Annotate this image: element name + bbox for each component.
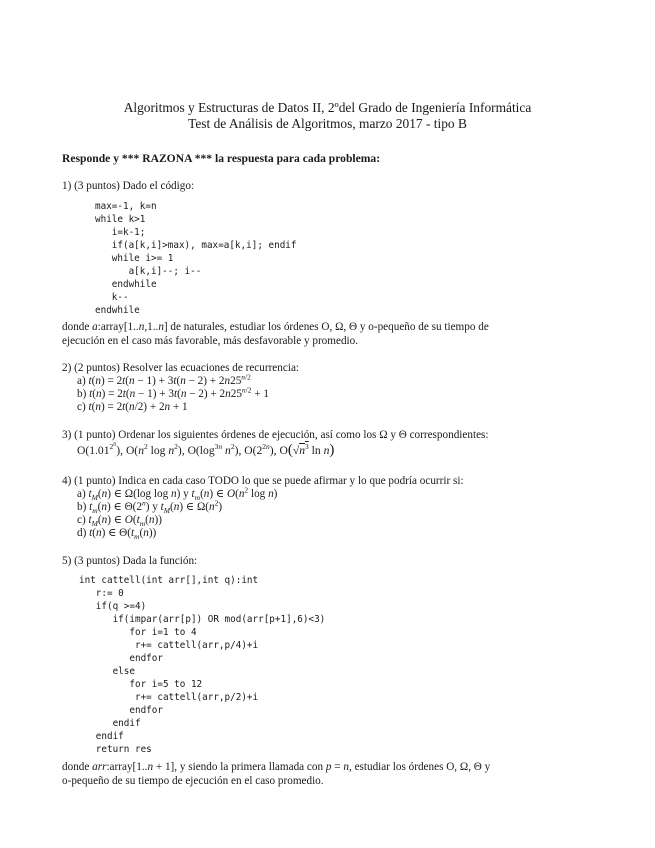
- problem3-orders: $O(1.01^{2^n})$, $O(n^2$ $\log n^2$), $O(\log^{3n}$ $n^2$), $O(2^{2n})$, $O(√n^3$ ln n): [77, 441, 335, 458]
- code-line: a[k,i]--; i--: [95, 266, 202, 277]
- problem4-item-a: a) $t_M(n)$ ∈ Ω(log log n) y $t_m(n)$ ∈ $O(n^2$ log n): [77, 485, 278, 503]
- problem4-title: 4) (1 punto) Indica en cada caso TODO lo que se puede afirmar y lo que podría ocurrir si:: [62, 475, 464, 487]
- problem5-code: [79, 574, 325, 756]
- code-line: r+= cattell(arr,p/4)+i: [79, 640, 259, 651]
- code-line: if(q >=4): [79, 601, 147, 612]
- code-line: for i=1 to 4: [79, 627, 197, 638]
- code-line: while i>= 1: [95, 253, 174, 264]
- code-line: while k>1: [95, 214, 146, 225]
- code-line: return res: [79, 744, 152, 755]
- problem2-equation-c: c) t(n) = 2t(n/2) + 2n + 1: [77, 401, 188, 413]
- code-line: endfor: [79, 653, 163, 664]
- problem1-description-line2: ejecución en el caso más favorable, más desfavorable y promedio.: [62, 335, 359, 347]
- problem2-title: 2) (2 puntos) Resolver las ecuaciones de recurrencia:: [62, 362, 300, 374]
- code-line: else: [79, 666, 135, 677]
- code-line: endif: [79, 718, 141, 729]
- instructions: Responde y *** RAZONA *** la respuesta para cada problema:: [62, 152, 381, 165]
- code-line: endwhile: [95, 305, 140, 316]
- code-line: max=-1, k=n: [95, 201, 157, 212]
- code-line: k--: [95, 292, 129, 303]
- problem1-description-line1: donde a:array[1..n,1..n] de naturales, estudiar los órdenes O, Ω, Θ y o-pequeño de su tiempo de: [62, 321, 489, 333]
- problem3-title: 3) (1 punto) Ordenar los siguientes órdenes de ejecución, así como los Ω y Θ correspondientes:: [62, 429, 489, 441]
- code-line: r:= 0: [79, 588, 124, 599]
- problem2-equation-b: b) $t(n) = 2t(n - 1) + 3t(n - 2) + 2n25^{n/2} + 1$: [77, 385, 270, 400]
- problem5-description-line1: donde arr:array[1..n + 1], y siendo la primera llamada con p = n, estudiar los órdenes O, Ω, Θ y: [62, 761, 491, 773]
- code-line: endif: [79, 731, 124, 742]
- problem5-description-line2: o-pequeño de su tiempo de ejecución en el caso promedio.: [62, 775, 324, 787]
- code-line: int cattell(int arr[],int q):int: [79, 575, 259, 586]
- exam-subtitle: Test de Análisis de Algoritmos, marzo 2017 - tipo B: [188, 116, 467, 131]
- code-line: if(a[k,i]>max), max=a[k,i]; endif: [95, 240, 297, 251]
- problem2-equation-a: a) $t(n) = 2t(n - 1) + 3t(n - 2) + 2n25^{n/2}$: [77, 372, 251, 387]
- problem1-title: 1) (3 puntos) Dado el código:: [62, 180, 195, 192]
- code-line: for i=5 to 12: [79, 679, 203, 690]
- problem4-item-b: b) $t_m(n)$ ∈ Θ(2$^n$) y $t_M(n)$ ∈ $\Omega(n^2)$: [77, 498, 223, 516]
- code-line: if(impar(arr[p]) OR mod(arr[p+1],6)<3): [79, 614, 326, 625]
- code-line: r+= cattell(arr,p/2)+i: [79, 692, 259, 703]
- code-line: i=k-1;: [95, 227, 146, 238]
- exam-title: Algoritmos y Estructuras de Datos II, 2ºdel Grado de Ingeniería Informática: [123, 100, 532, 115]
- code-line: endwhile: [95, 279, 157, 290]
- code-line: endfor: [79, 705, 163, 716]
- problem4-item-d: d) t(n) ∈ $\Theta(t_m(n))$: [77, 527, 157, 542]
- problem4-item-c: c) $t_M(n)$ ∈ $O(t_m(n))$: [77, 514, 162, 529]
- problem1-code: [95, 200, 297, 317]
- problem5-title: 5) (3 puntos) Dada la función:: [62, 555, 198, 567]
